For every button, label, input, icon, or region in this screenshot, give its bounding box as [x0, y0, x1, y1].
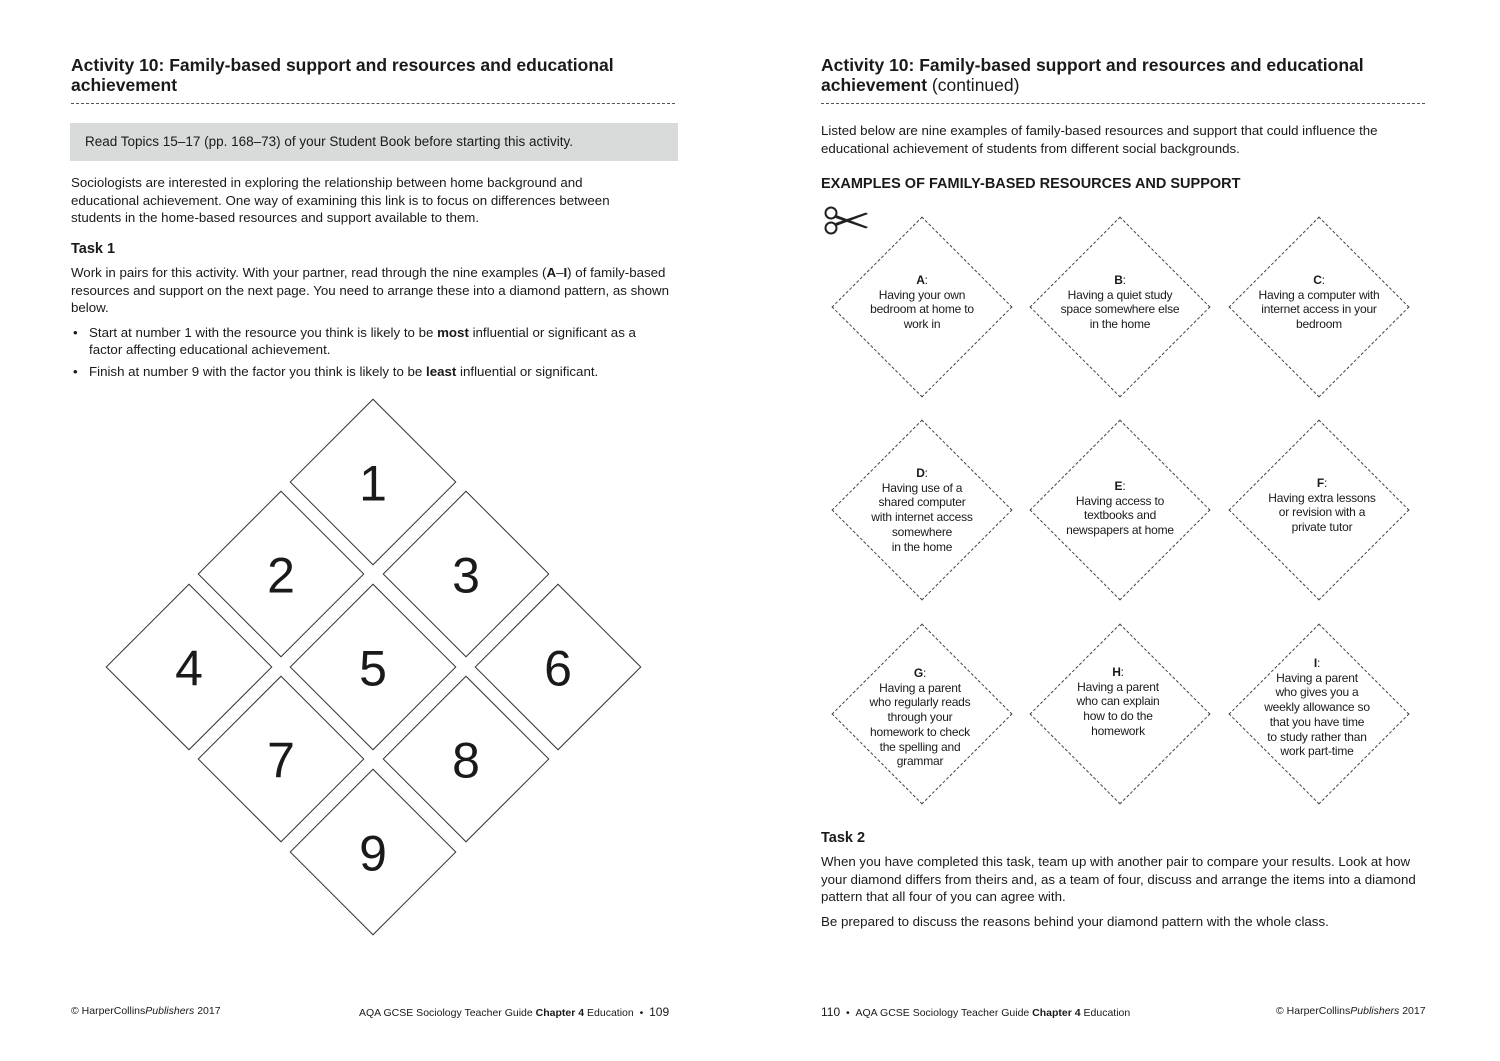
card-line: that you have time	[1269, 714, 1365, 729]
page-number: 110	[821, 1005, 841, 1019]
examples-heading: EXAMPLES OF FAMILY-BASED RESOURCES AND SUPPORT	[821, 176, 1241, 192]
card-letter: G	[913, 666, 923, 680]
diamond-number: 1	[359, 455, 387, 512]
task1-range-start: A	[546, 265, 557, 280]
card-line: newspapers at home	[1066, 523, 1174, 538]
card-letter: D	[916, 466, 925, 480]
card-line: Having a parent	[1276, 670, 1358, 685]
card-line: work in	[903, 317, 941, 332]
task1-range-end: I	[563, 265, 568, 280]
page-number: 109	[649, 1005, 670, 1019]
card-line: Having a parent	[1077, 679, 1159, 694]
card-I: I: Having a parent who gives you a weekly allowance so that you have time to study rather than work part-time	[1264, 656, 1370, 759]
card-line: Having access to	[1075, 493, 1165, 508]
book-title: AQA GCSE Sociology Teacher Guide	[359, 1007, 536, 1019]
task2-heading: Task 2	[821, 830, 866, 846]
card-line: Having a quiet study	[1067, 287, 1173, 302]
bullet-item	[71, 324, 671, 358]
card-line: in the home	[891, 539, 953, 554]
bullet-text: Start at number 1 with the resource you think is likely to be	[89, 325, 438, 340]
copyright-prefix: © HarperCollins	[1276, 1005, 1351, 1017]
bullet-text: Finish at number 9 with the factor you think is likely to be	[89, 364, 427, 379]
diamond-number: 8	[452, 732, 480, 789]
card-C: C: Having a computer with internet access in your bedroom	[1258, 273, 1380, 332]
card-D: D: Having use of a shared computer with internet access somewhere in the home	[871, 466, 973, 554]
diamond-number: 7	[267, 732, 295, 789]
copyright-italic: Publishers	[145, 1005, 195, 1017]
task1-text-part1: Work in pairs for this activity. With your partner, read through the nine examples (	[71, 265, 547, 280]
card-line: to study rather than	[1267, 729, 1367, 744]
card-line: who regularly reads	[869, 695, 971, 710]
right-page-title	[821, 55, 1421, 95]
task2-text-2: Be prepared to discuss the reasons behind your diamond pattern with the whole class.	[821, 914, 1329, 929]
card-line: shared computer	[878, 495, 966, 510]
diamond-number: 6	[544, 640, 572, 697]
diamond-number: 5	[359, 640, 387, 697]
card-letter: C	[1313, 273, 1322, 287]
copyright-italic: Publishers	[1350, 1005, 1400, 1017]
task1-range-dash: –	[556, 265, 564, 280]
bullet-text: influential or significant.	[456, 364, 599, 379]
diamond-number: 3	[452, 547, 480, 604]
card-line: Having extra lessons	[1268, 490, 1376, 505]
bullet-text: influential or significant as a factor affecting educational achievement.	[89, 325, 636, 357]
card-letter: H	[1112, 665, 1121, 679]
right-title-divider	[821, 103, 1425, 104]
left-page-title: Activity 10: Family-based support and resources and educational achievement	[71, 55, 614, 95]
right-intro-paragraph: Listed below are nine examples of family-based resources and support that could influence the educational achievement of students from different social backgrounds.	[821, 123, 1378, 156]
card-H: H: Having a parent who can explain how to do the homework	[1076, 665, 1160, 738]
card-G: G: Having a parent who regularly reads through your homework to check the spelling and grammar	[869, 666, 971, 769]
task1-heading: Task 1	[71, 241, 116, 257]
card-line: private tutor	[1291, 520, 1353, 535]
diamond-number: 2	[267, 547, 295, 604]
card-line: work part-time	[1280, 744, 1354, 759]
card-line: somewhere	[891, 524, 953, 539]
task2-text: When you have completed this task, team up with another pair to compare your results. Look at how your diamond differs from theirs and, as a team of four, discuss and arrange the items into a diamond pattern that all four of you can agree with.	[821, 854, 1416, 904]
continued-label: (continued)	[931, 75, 1020, 95]
right-title-text: Activity 10: Family-based support and resources and educational achievement	[821, 55, 1364, 95]
intro-paragraph: Sociologists are interested in exploring the relationship between home background and educational achievement. One way of examining this link is to focus on differences between students in the home-based resources and support available to them.	[71, 175, 610, 225]
card-line: with internet access	[871, 510, 973, 525]
card-line: in the home	[1089, 317, 1151, 332]
card-line: Having a computer with	[1258, 287, 1380, 302]
card-line: or revision with a	[1278, 505, 1366, 520]
task1-text-part2: ) of family-based resources and support on the next page. You need to arrange these into a diamond pattern, as shown below.	[71, 265, 670, 315]
scissors-icon	[822, 205, 870, 237]
card-line: grammar	[896, 754, 944, 769]
footer-book-info	[359, 1005, 669, 1019]
card-line: who can explain	[1076, 694, 1160, 709]
card-line: bedroom	[1296, 317, 1342, 332]
read-topics-text: Read Topics 15–17 (pp. 168–73) of your Student Book before starting this activity.	[85, 134, 574, 149]
chapter-label: Chapter 4	[1032, 1007, 1081, 1019]
card-letter: E	[1114, 479, 1123, 493]
chapter-name: Education	[584, 1007, 634, 1019]
card-line: bedroom at home to	[870, 302, 974, 317]
card-A: A: Having your own bedroom at home to work in	[870, 273, 974, 332]
task1-text	[71, 264, 679, 317]
diamond-number: 9	[359, 825, 387, 882]
card-line: the spelling and	[879, 739, 961, 754]
task1-bullets	[71, 324, 671, 385]
card-line: through your	[887, 710, 953, 725]
footer-separator: •	[845, 1007, 850, 1019]
card-line: space somewhere else	[1060, 302, 1180, 317]
chapter-name: Education	[1080, 1007, 1131, 1019]
card-letter: I	[1313, 656, 1317, 670]
bullet-emphasis: most	[437, 325, 469, 340]
diamond-slot-9	[290, 769, 457, 936]
right-footer-copyright	[1276, 1005, 1426, 1017]
bullet-item	[71, 363, 671, 380]
footer-separator: •	[639, 1007, 644, 1019]
card-line: internet access in your	[1261, 302, 1377, 317]
card-line: Having use of a	[881, 480, 963, 495]
card-letter: F	[1316, 476, 1324, 490]
card-line: homework	[1091, 723, 1145, 738]
diamond-number: 4	[175, 640, 203, 697]
copyright-year: 2017	[1399, 1005, 1426, 1017]
card-line: who gives you a	[1275, 685, 1359, 700]
card-F: F: Having extra lessons or revision with a private tutor	[1268, 476, 1376, 535]
card-line: how to do the	[1083, 709, 1153, 724]
card-letter: A	[916, 273, 925, 287]
card-line: Having your own	[878, 287, 966, 302]
footer-copyright	[71, 1005, 221, 1017]
title-divider	[71, 103, 675, 104]
card-E: E: Having access to textbooks and newspapers at home	[1066, 479, 1174, 538]
chapter-label: Chapter 4	[535, 1007, 585, 1019]
book-title: AQA GCSE Sociology Teacher Guide	[855, 1007, 1033, 1019]
card-line: homework to check	[870, 724, 970, 739]
right-footer-book-info	[821, 1005, 1130, 1019]
bullet-emphasis: least	[426, 364, 457, 379]
copyright-prefix: © HarperCollins	[71, 1005, 146, 1017]
card-letter: B	[1114, 273, 1123, 287]
card-B: B: Having a quiet study space somewhere else in the home	[1060, 273, 1180, 332]
card-line: weekly allowance so	[1264, 700, 1370, 715]
copyright-year: 2017	[194, 1005, 221, 1017]
card-line: textbooks and	[1083, 508, 1157, 523]
card-line: Having a parent	[879, 680, 961, 695]
read-topics-box	[70, 123, 678, 161]
